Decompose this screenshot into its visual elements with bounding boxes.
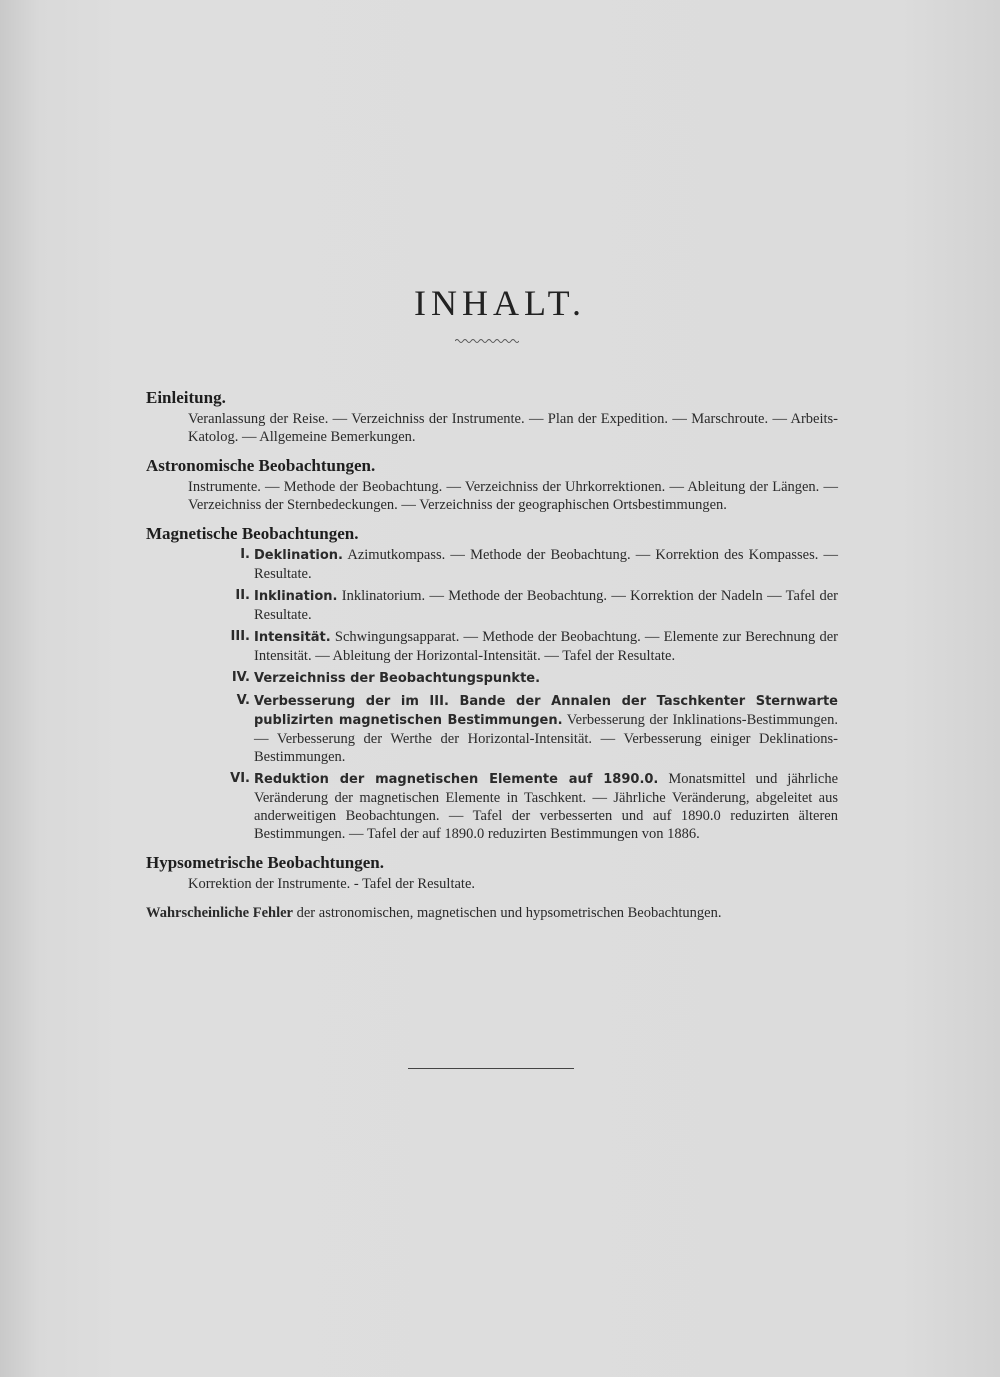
section-body: Korrektion der Instrumente. - Tafel der Resultate. <box>188 876 476 892</box>
toc-subitem <box>146 546 838 583</box>
toc-subitem <box>146 587 838 624</box>
section-body: Instrumente. — Methode der Beobachtung. — Verzeichniss der Uhrkorrektionen. — Ableitung der Längen. — Verzeichniss der Sternbedeckungen. — Verzeichniss der geographischen Ortsbestimmungen. <box>188 479 838 513</box>
toc-section-astronomische <box>146 456 838 514</box>
subitem-number: IV. <box>231 670 250 685</box>
section-title: Einleitung. <box>146 388 226 407</box>
section-title: Magnetische Beobachtungen. <box>146 524 359 543</box>
subitem-body: Verbesserung der Inklinations-Bestimmungen. — Verbesserung der Werthe der Horizontal-Intensität. — Verbesserung einiger Deklinations-Bestimmungen. <box>254 712 838 765</box>
wavy-ornament-icon <box>455 335 519 347</box>
subitem-heading: Inklination. <box>254 589 338 604</box>
subitem-heading: Reduktion der magnetischen Elemente auf 1890.0. <box>254 772 659 787</box>
subitem-number: V. <box>236 693 250 708</box>
closing-rule <box>408 1068 574 1069</box>
subitem-text <box>254 587 838 624</box>
subitem-heading: Deklination. <box>254 548 343 563</box>
subitem-text <box>254 770 838 843</box>
subitem-text <box>254 628 838 665</box>
subitem-body: Azimutkompass. — Methode der Beobachtung. — Korrektion des Kompasses. — Resultate. <box>254 547 839 582</box>
toc-section-einleitung <box>146 388 838 446</box>
subitem-heading: Verzeichniss der Beobachtungspunkte. <box>254 671 541 686</box>
subitem-heading: Verbesserung der im III. Bande der Annalen der Taschkenter Sternwarte publizirten magnetischen Bestimmungen. <box>254 694 838 728</box>
subitem-body: Monatsmittel und jährliche Veränderung der magnetischen Elemente in Taschkent. — Jährliche Veränderung, abgeleitet aus anderweitigen Beobachtungen. — Tafel der verbesserten und auf 1890.0 reduzirten älteren Bestimmungen. — Tafel der auf 1890.0 reduzirten Bestimmungen von 1886. <box>254 771 839 842</box>
final-entry-heading: Wahrscheinliche Fehler <box>146 905 293 921</box>
section-body: Veranlassung der Reise. — Verzeichniss der Instrumente. — Plan der Expedition. — Marschroute. — Arbeits-Katolog. — Allgemeine Bemerkungen. <box>188 411 838 445</box>
subitem-number: I. <box>240 547 250 562</box>
subitem-number: II. <box>235 588 250 603</box>
toc-subitem <box>146 692 838 766</box>
subitem-number: VI. <box>230 771 250 786</box>
final-entry-text: der astronomischen, magnetischen und hypsometrischen Beobachtungen. <box>296 905 722 921</box>
toc-subitem <box>146 770 838 843</box>
subitem-text <box>254 669 838 688</box>
subitem-text <box>254 692 838 766</box>
toc-section-hypsometrische <box>146 853 838 893</box>
toc-subitem <box>146 628 838 665</box>
subitem-heading: Intensität. <box>254 630 331 645</box>
toc-subitem <box>146 669 838 688</box>
section-title: Astronomische Beobachtungen. <box>146 456 376 475</box>
subitem-body: Inklinatorium. — Methode der Beobachtung. — Korrektion der Nadeln — Tafel der Resultate. <box>254 588 839 623</box>
toc-section-magnetische <box>146 524 838 843</box>
subitem-text <box>254 546 838 583</box>
section-title: Hypsometrische Beobachtungen. <box>146 853 384 872</box>
subitem-body: Schwingungsapparat. — Methode der Beobachtung. — Elemente zur Berechnung der Intensität. — Ableitung der Horizontal-Intensität. — Tafel der Resultate. <box>254 629 838 664</box>
page-title: INHALT. <box>414 283 586 323</box>
toc-final-entry <box>146 903 838 923</box>
subitem-number: III. <box>230 629 250 644</box>
toc <box>146 388 838 923</box>
